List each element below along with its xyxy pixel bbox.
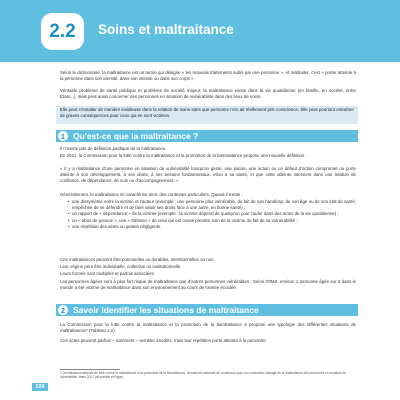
section-1-paragraph-4: Généralement, la maltraitance se caractérise donc des contextes particuliers. Quand il existe : bbox=[60, 192, 243, 197]
intro-paragraph-1: Selon le dictionnaire, la maltraitance est un terme qui désigne « les mauvais traitements subis par une personne », et maltraiter, c'est « porter atteinte à la personne dans son identité, dans son intimité ou dans son corps ». bbox=[60, 70, 356, 82]
section-1-paragraph-5: Ces maltraitances peuvent être ponctuelles ou durables, intentionnelles ou non. bbox=[60, 257, 215, 262]
section-1-paragraph-7: Leurs formes sont multiples et parfois associées. bbox=[60, 271, 155, 276]
list-item: • un rapport de « dépendance » de la victime (exemple : la victime dépend de quelqu'un pour l'aider dans des actes de la vie quotidienne) ; bbox=[68, 211, 356, 217]
footnote: * Commission nationale de lutte contre la maltraitance et la promotion de la bientraitance, Démarche nationale de consensus pour un vocabulaire partagé de la maltraitance des personnes en situation de vulnérabilité, mars 2021 (disponible en ligne). bbox=[60, 371, 346, 380]
maltreatment-context-list bbox=[68, 199, 356, 230]
section-2-header bbox=[56, 304, 358, 316]
section-1-paragraph-1: Il n'existe pas de définition juridique de la maltraitance. bbox=[60, 146, 167, 151]
section-2-number: 2 bbox=[58, 305, 68, 315]
section-1-paragraph-8: Les personnes âgées sont à plus fort risque de maltraitance que d'autres personnes vulnérables : Selon l'OMS, environ 1 personne âgée sur 6 dans le monde a été victime de maltraitance dans son environnement au cours de l'année écoulée. bbox=[60, 279, 356, 291]
list-item: • une répétition des actes ou gestes négligents. bbox=[68, 224, 356, 230]
section-1-paragraph-2: En 2021, la Commission pour la lutte contre la maltraitance et la promotion de la bientraitance propose une nouvelle définition : bbox=[60, 153, 307, 158]
section-2-paragraph-2: Ces actes peuvent parfois – isolément – sembler anodins, mais leur répétition porte atteinte à la personne. bbox=[60, 338, 267, 343]
footnote-divider bbox=[60, 369, 120, 370]
intro-highlight-text: Elle peut s'installer de manière insidieuse dans la relation de soins sans que personne n'en ait réellement pris conscience. Elle peut pourtant entraîner de graves conséquences pour ceux qui en sont victimes. bbox=[60, 107, 354, 119]
intro-paragraph-2: Véritable problème de santé publique et problème de société majeur, la maltraitance existe dans la vie quotidienne (en famille, en société, entre États...), mais peut aussi concerner des personnes en situation de vulnérabilité dans des lieux de soins. bbox=[60, 88, 356, 100]
section-2-paragraph-1: La Commission pour la lutte contre la maltraitance et la promotion de la bientraitance a proposé une typologie des différentes situations de maltraitances* (Tableau 2.2). bbox=[60, 322, 356, 334]
list-item: • un « abus de pouvoir », une « trahison » de celui qui est censé prendre soin de la victime du fait de sa vulnérabilité ; bbox=[68, 218, 356, 224]
section-1-header bbox=[56, 130, 358, 142]
page-number: 104 bbox=[32, 383, 48, 391]
section-1-title: Qu'est-ce que la maltraitance ? bbox=[73, 131, 199, 141]
section-1-paragraph-6: Leur origine peut être individuelle, collective ou institutionnelle. bbox=[60, 264, 182, 269]
chapter-number-badge: 2.2 bbox=[41, 13, 84, 50]
section-1-definition: « Il y a maltraitance d'une personne en situation de vulnérabilité lorsqu'un geste, une parole, une action ou un défaut d'action compromet ou porte atteinte à son développement, à ses droits, à ses besoins fondamentaux, et/ou à sa santé, et que cette atteinte intervient dans une relation de confiance, de dépendance, de soin ou d'accompagnement. » bbox=[60, 166, 356, 184]
section-2-title: Savoir identifier les situations de maltraitance bbox=[73, 305, 259, 315]
list-item: • une dissymétrie entre la victime et l'auteur (exemple : une personne plus vulnérable, du fait de son handicap, de son âge ou de son état de santé, empêchée de se défendre et de faire valoir ses droits face à une autre, en bonne santé) ; bbox=[68, 199, 356, 211]
chapter-title: Soins et maltraitance bbox=[98, 22, 234, 37]
section-1-number: 1 bbox=[58, 131, 68, 141]
